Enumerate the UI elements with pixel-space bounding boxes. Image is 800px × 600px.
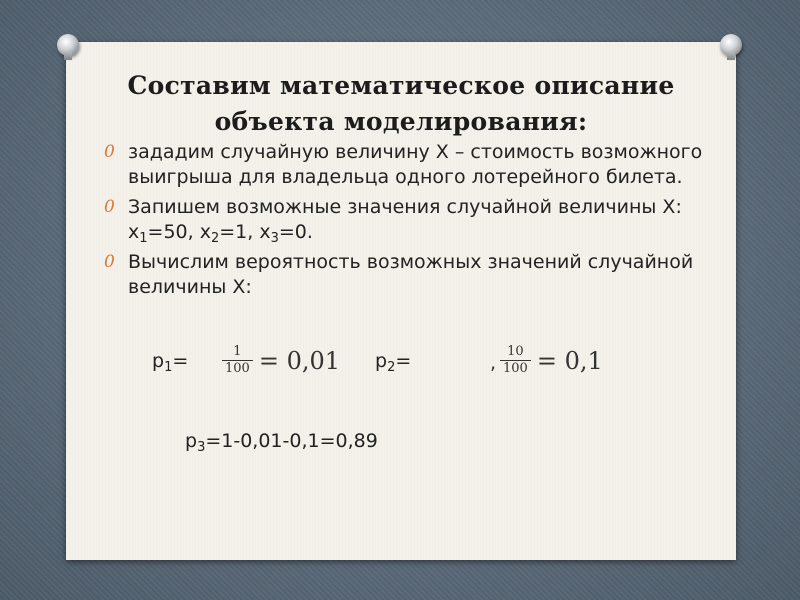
p2-comma: ,: [490, 352, 497, 374]
p1-label: $p_1=$: [152, 350, 189, 375]
bullet-text: Запишем возможные значения случайной величины Х: $x_1=50$, $x_2=1$, $x_3=0$.: [128, 196, 682, 246]
p3-formula: $p_3=1-0,01-0,1=0,89$: [185, 430, 378, 455]
slide-title: [66, 68, 736, 140]
pushpin-icon: [720, 34, 742, 56]
p1-fraction: [222, 344, 340, 377]
bullet-item: [104, 195, 704, 245]
p2-numerator: 10: [507, 344, 524, 359]
p1-denominator: 100: [225, 361, 250, 376]
bullet-list: [104, 140, 704, 305]
p2-result: = 0,1: [536, 346, 603, 375]
p2-denominator: 100: [503, 361, 528, 376]
bullet-text: зададим случайную величину Х – стоимость возможного выигрыша для владельца одного лотерейного билета.: [128, 141, 703, 188]
p1-numerator: 1: [233, 344, 242, 359]
title-line-2: объекта моделирования:: [214, 107, 588, 136]
bullet-marker-icon: 0: [104, 197, 115, 217]
p2-label: $p_2=$: [375, 350, 412, 375]
p1-result: = 0,01: [258, 346, 341, 375]
pushpin-icon: [57, 34, 79, 56]
bullet-marker-icon: 0: [104, 252, 115, 272]
bullet-item: [104, 140, 704, 190]
bullet-marker-icon: 0: [104, 142, 115, 162]
title-line-1: Составим математическое описание: [127, 71, 675, 100]
bullet-text: Вычислим вероятность возможных значений случайной величины Х:: [128, 251, 694, 298]
bullet-item: [104, 250, 704, 300]
p2-fraction: [500, 344, 603, 377]
